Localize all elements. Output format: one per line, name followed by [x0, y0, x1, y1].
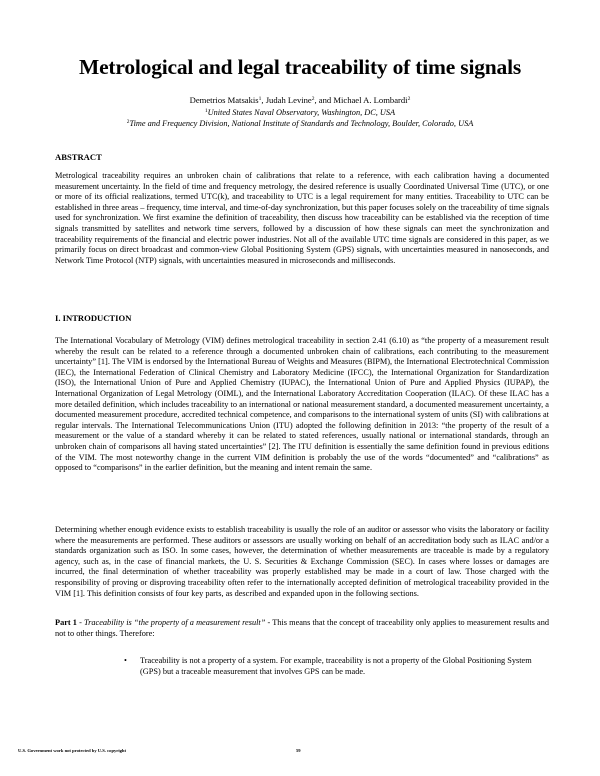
affiliation-mark: 1	[204, 108, 208, 114]
author-line	[0, 95, 600, 106]
affiliation-2	[0, 118, 600, 129]
copyright-footer: U.S. Government work not protected by U.S. copyright	[18, 748, 126, 753]
author-affil-mark: 2	[407, 96, 411, 102]
page-number: 59	[296, 748, 301, 753]
section-heading-introduction: I. INTRODUCTION	[55, 313, 132, 323]
part1-label: Part 1	[55, 618, 77, 627]
bullet-item: Traceability is not a property of a system. For example, traceability is not a property of the Global Positioning System (GPS) but a traceable measurement that involves GPS can be made.	[140, 656, 532, 676]
part1-text: - This means that the concept of traceability only applies to measurement results and not to other things. Therefore:	[55, 618, 549, 638]
author-affil-mark: 1	[258, 96, 262, 102]
affiliation-mark: 2	[126, 119, 130, 125]
author-name: , and Michael A. Lombardi	[314, 95, 408, 105]
abstract-text: Metrological traceability requires an unbroken chain of calibrations that relate to a reference, with each calibration having a documented measurement uncertainty. In the field of time and frequency metrology, the desired reference is usually Coordinated Universal Time (UTC), or one or more of its official realizations, termed UTC(k), and traceability to UTC is a legal requirement for many entities. Traceability to UTC can be established in three areas – frequency, time interval, and time-of-day synchronization, but this paper focuses solely on the traceability of time signals used for synchronization. We first examine the definition of traceability, then discuss how traceability can be established via the reception of time signals transmitted by satellites and network time servers, followed by a discussion of how these signals can meet the synchronization and traceability requirements of the financial and electric power industries. Not all of the available UTC time signals are considered in this paper, as we primarily focus on direct broadcast and common-view Global Positioning System (GPS) signals, with uncertainties measured in nanoseconds, and Network Time Protocol (NTP) signals, with uncertainties measured in microseconds and milliseconds.	[55, 171, 549, 265]
paper-title: Metrological and legal traceability of time signals	[78, 55, 522, 79]
part1-dash: -	[76, 618, 84, 627]
part1-quote: Traceability is “the property of a measurement result”	[84, 618, 266, 627]
intro-paragraph-1: The International Vocabulary of Metrology (VIM) defines metrological traceability in section 2.41 (6.10) as “the property of a measurement result whereby the result can be related to a reference through a documented unbroken chain of calibrations, each contributing to the measurement uncertainty” [1]. The VIM is endorsed by the International Bureau of Weights and Measures (BIPM), the International Electrotechnical Commission (IEC), the International Federation of Clinical Chemistry and Laboratory Medicine (IFCC), the International Organization for Standardization (ISO), the International Union of Pure and Applied Chemistry (IUPAC), the International Union of Pure and Applied Physics (IUPAP), the International Organization of Legal Metrology (OIML), and the International Laboratory Accreditation Cooperation (ILAC). Of these ILAC has a more detailed definition, which includes traceability to an international or national measurement standard, a documented measurement uncertainty, a documented measurement procedure, accredited technical competence, and comparisons to the international system of units (SI) with calibrations at regular intervals. The International Telecommunications Union (ITU) adopted the following definition in 2013: “the property of the result of a measurement or the value of a standard whereby it can be related to stated references, usually national or international standards, through an unbroken chain of comparisons all having stated uncertainties” [2]. The ITU definition is essentially the same definition found in previous editions of the VIM. The most noteworthy change in the current VIM definition is probably the use of the words “documented” and “calibrations” as opposed to “comparisons” in the earlier definition, but the meaning and intent remain the same.	[55, 336, 549, 473]
bullet-icon: •	[124, 656, 127, 665]
author-affil-mark: 2	[311, 96, 315, 102]
part1-paragraph	[55, 618, 549, 639]
abstract-heading: ABSTRACT	[55, 152, 102, 162]
affiliation-text: Time and Frequency Division, National Institute of Standards and Technology, Boulder, Colorado, USA	[129, 119, 474, 128]
author-name: Demetrios Matsakis	[189, 95, 259, 105]
author-name: , Judah Levine	[261, 95, 312, 105]
affiliation-1	[0, 107, 600, 118]
affiliation-text: United States Naval Observatory, Washington, DC, USA	[207, 108, 396, 117]
intro-paragraph-2: Determining whether enough evidence exists to establish traceability is usually the role of an auditor or assessor who visits the laboratory or facility where the measurements are performed. These auditors or assessors are usually working on behalf of an accreditation body such as ILAC and/or a standards organization such as ISO. In some cases, however, the determination of whether measurements are traceable is made by a regulatory agency, such as, in the case of financial markets, the U. S. Securities & Exchange Commission (SEC). In cases where losses or damages are incurred, the final determination of whether traceability was properly established may be made in a court of law. Those charged with the responsibility of proving or disproving traceability often refer to the internationally accepted definition of metrological traceability provided in the VIM [1]. This definition consists of four key parts, as described and expanded upon in the following sections.	[55, 525, 549, 598]
